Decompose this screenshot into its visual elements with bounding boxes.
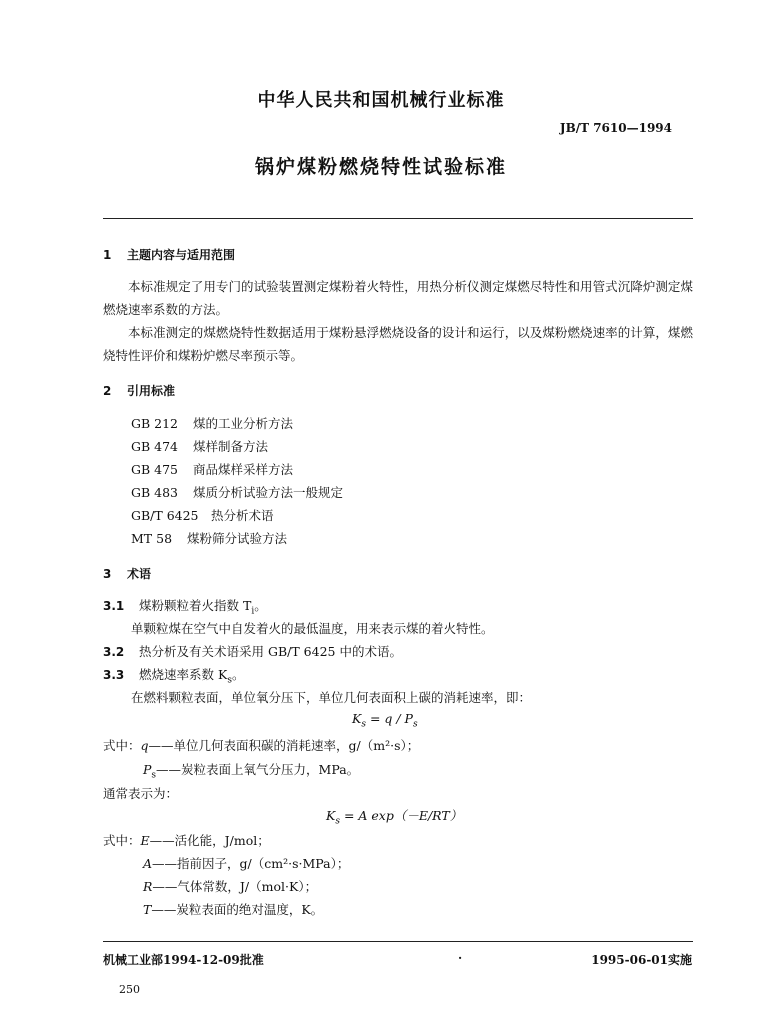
- clause-3-2: [103, 642, 402, 660]
- effective-date: 1995-06-01实施: [591, 953, 692, 967]
- subscript: s: [335, 816, 340, 827]
- clause-number: 3.3: [103, 668, 125, 682]
- symbol-definition: ——炭粒表面的绝对温度，K。: [151, 902, 324, 917]
- symbol-definition: ——活化能，J/mol；: [149, 833, 270, 848]
- symbol: T: [143, 902, 152, 917]
- clause-number: 3.2: [103, 645, 125, 659]
- where-line: [103, 736, 419, 754]
- reference-code: GB 483: [131, 485, 179, 500]
- section-number: 2: [103, 384, 112, 398]
- symbol: A: [143, 856, 153, 871]
- reference-name: 煤样制备方法: [193, 439, 269, 454]
- where-line: [143, 877, 317, 895]
- section-title: 引用标准: [127, 384, 176, 398]
- reference-name: 热分析术语: [211, 508, 274, 523]
- reference-code: GB 474: [131, 439, 179, 454]
- where-line: [143, 900, 323, 918]
- reference-name: 煤粉筛分试验方法: [187, 531, 288, 546]
- usual-expression-label: 通常表示为：: [103, 786, 179, 801]
- reference-name: 商品煤样采样方法: [193, 462, 294, 477]
- symbol-definition: ——指前因子，g/（cm²·s·MPa）；: [152, 856, 350, 871]
- reference-code: MT 58: [131, 531, 173, 546]
- header-rule: [103, 218, 693, 219]
- where-lead: 式中：: [103, 738, 141, 753]
- standard-code: JB/T 7610—1994: [559, 121, 672, 135]
- clause-3-1: [103, 596, 267, 617]
- formula-body: = A exp（－E/RT）: [339, 808, 463, 823]
- formula-symbol: K: [326, 808, 336, 823]
- section-1-heading: [103, 246, 235, 263]
- reference-item: [131, 506, 274, 524]
- symbol: R: [143, 879, 153, 894]
- where-lead: 式中：: [103, 833, 141, 848]
- clause-text: 燃烧速率系数 K: [139, 667, 228, 682]
- formula-1: [352, 711, 418, 730]
- footer-dot: ·: [458, 951, 463, 965]
- clause-end: 。: [254, 598, 267, 613]
- approval-date: 机械工业部1994-12-09批准: [103, 953, 264, 967]
- subscript: s: [361, 719, 366, 730]
- clause-3-1-description: 单颗粒煤在空气中自发着火的最低温度，用来表示煤的着火特性。: [131, 621, 494, 636]
- subscript: s: [412, 719, 418, 730]
- subscript: i: [251, 606, 255, 617]
- section-1-paragraph-2: 本标准测定的煤燃烧特性数据适用于煤粉悬浮燃烧设备的设计和运行，以及煤粉燃烧速率的计算，煤燃烧特性评价和煤粉炉燃尽率预示等。: [103, 325, 693, 363]
- section-1-paragraph-1: 本标准规定了用专门的试验装置测定煤粉着火特性，用热分析仪测定煤燃尽特性和用管式沉降炉测定煤燃烧速率系数的方法。: [103, 279, 693, 317]
- reference-item: [131, 414, 293, 432]
- footer-rule: [103, 941, 693, 942]
- section-title: 术语: [127, 567, 152, 581]
- where-line: [143, 760, 359, 781]
- section-number: 3: [103, 567, 112, 581]
- section-3-heading: [103, 565, 151, 582]
- symbol-definition: ——单位几何表面积碳的消耗速率，g/（m²·s）；: [148, 738, 420, 753]
- clause-end: 。: [231, 667, 245, 682]
- clause-3-3: [103, 665, 244, 686]
- page-number: 250: [119, 983, 140, 996]
- document-title: 锅炉煤粉燃烧特性试验标准: [254, 156, 507, 178]
- reference-code: GB 475: [131, 462, 179, 477]
- symbol: E: [140, 833, 150, 848]
- reference-item: [131, 529, 287, 547]
- reference-item: [131, 437, 268, 455]
- symbol: q: [140, 738, 149, 753]
- where-line: [143, 854, 349, 872]
- reference-item: [131, 483, 343, 501]
- reference-code: GB/T 6425: [131, 508, 199, 523]
- clause-text: 热分析及有关术语采用 GB/T 6425 中的术语。: [139, 644, 402, 659]
- symbol: P: [143, 762, 152, 777]
- where-line: [103, 831, 270, 849]
- clause-text: 煤粉颗粒着火指数 T: [139, 598, 252, 613]
- clause-number: 3.1: [103, 599, 125, 613]
- clause-3-3-description: 在燃料颗粒表面，单位氧分压下，单位几何表面积上碳的消耗速率，即：: [131, 690, 532, 705]
- issuing-body: 中华人民共和国机械行业标准: [257, 90, 505, 111]
- section-title: 主题内容与适用范围: [127, 248, 236, 262]
- reference-code: GB 212: [131, 416, 179, 431]
- reference-item: [131, 460, 293, 478]
- subscript: s: [227, 675, 232, 686]
- formula-symbol: K: [352, 711, 362, 726]
- formula-body: = q / P: [365, 711, 413, 726]
- reference-name: 煤的工业分析方法: [193, 416, 294, 431]
- formula-2: [326, 806, 462, 827]
- symbol-definition: ——炭粒表面上氧气分压力，MPa。: [156, 762, 360, 777]
- reference-name: 煤质分析试验方法一般规定: [193, 485, 344, 500]
- symbol-definition: ——气体常数，J/（mol·K）；: [152, 879, 318, 894]
- section-number: 1: [103, 248, 112, 262]
- section-2-heading: [103, 382, 175, 399]
- subscript: s: [151, 770, 157, 781]
